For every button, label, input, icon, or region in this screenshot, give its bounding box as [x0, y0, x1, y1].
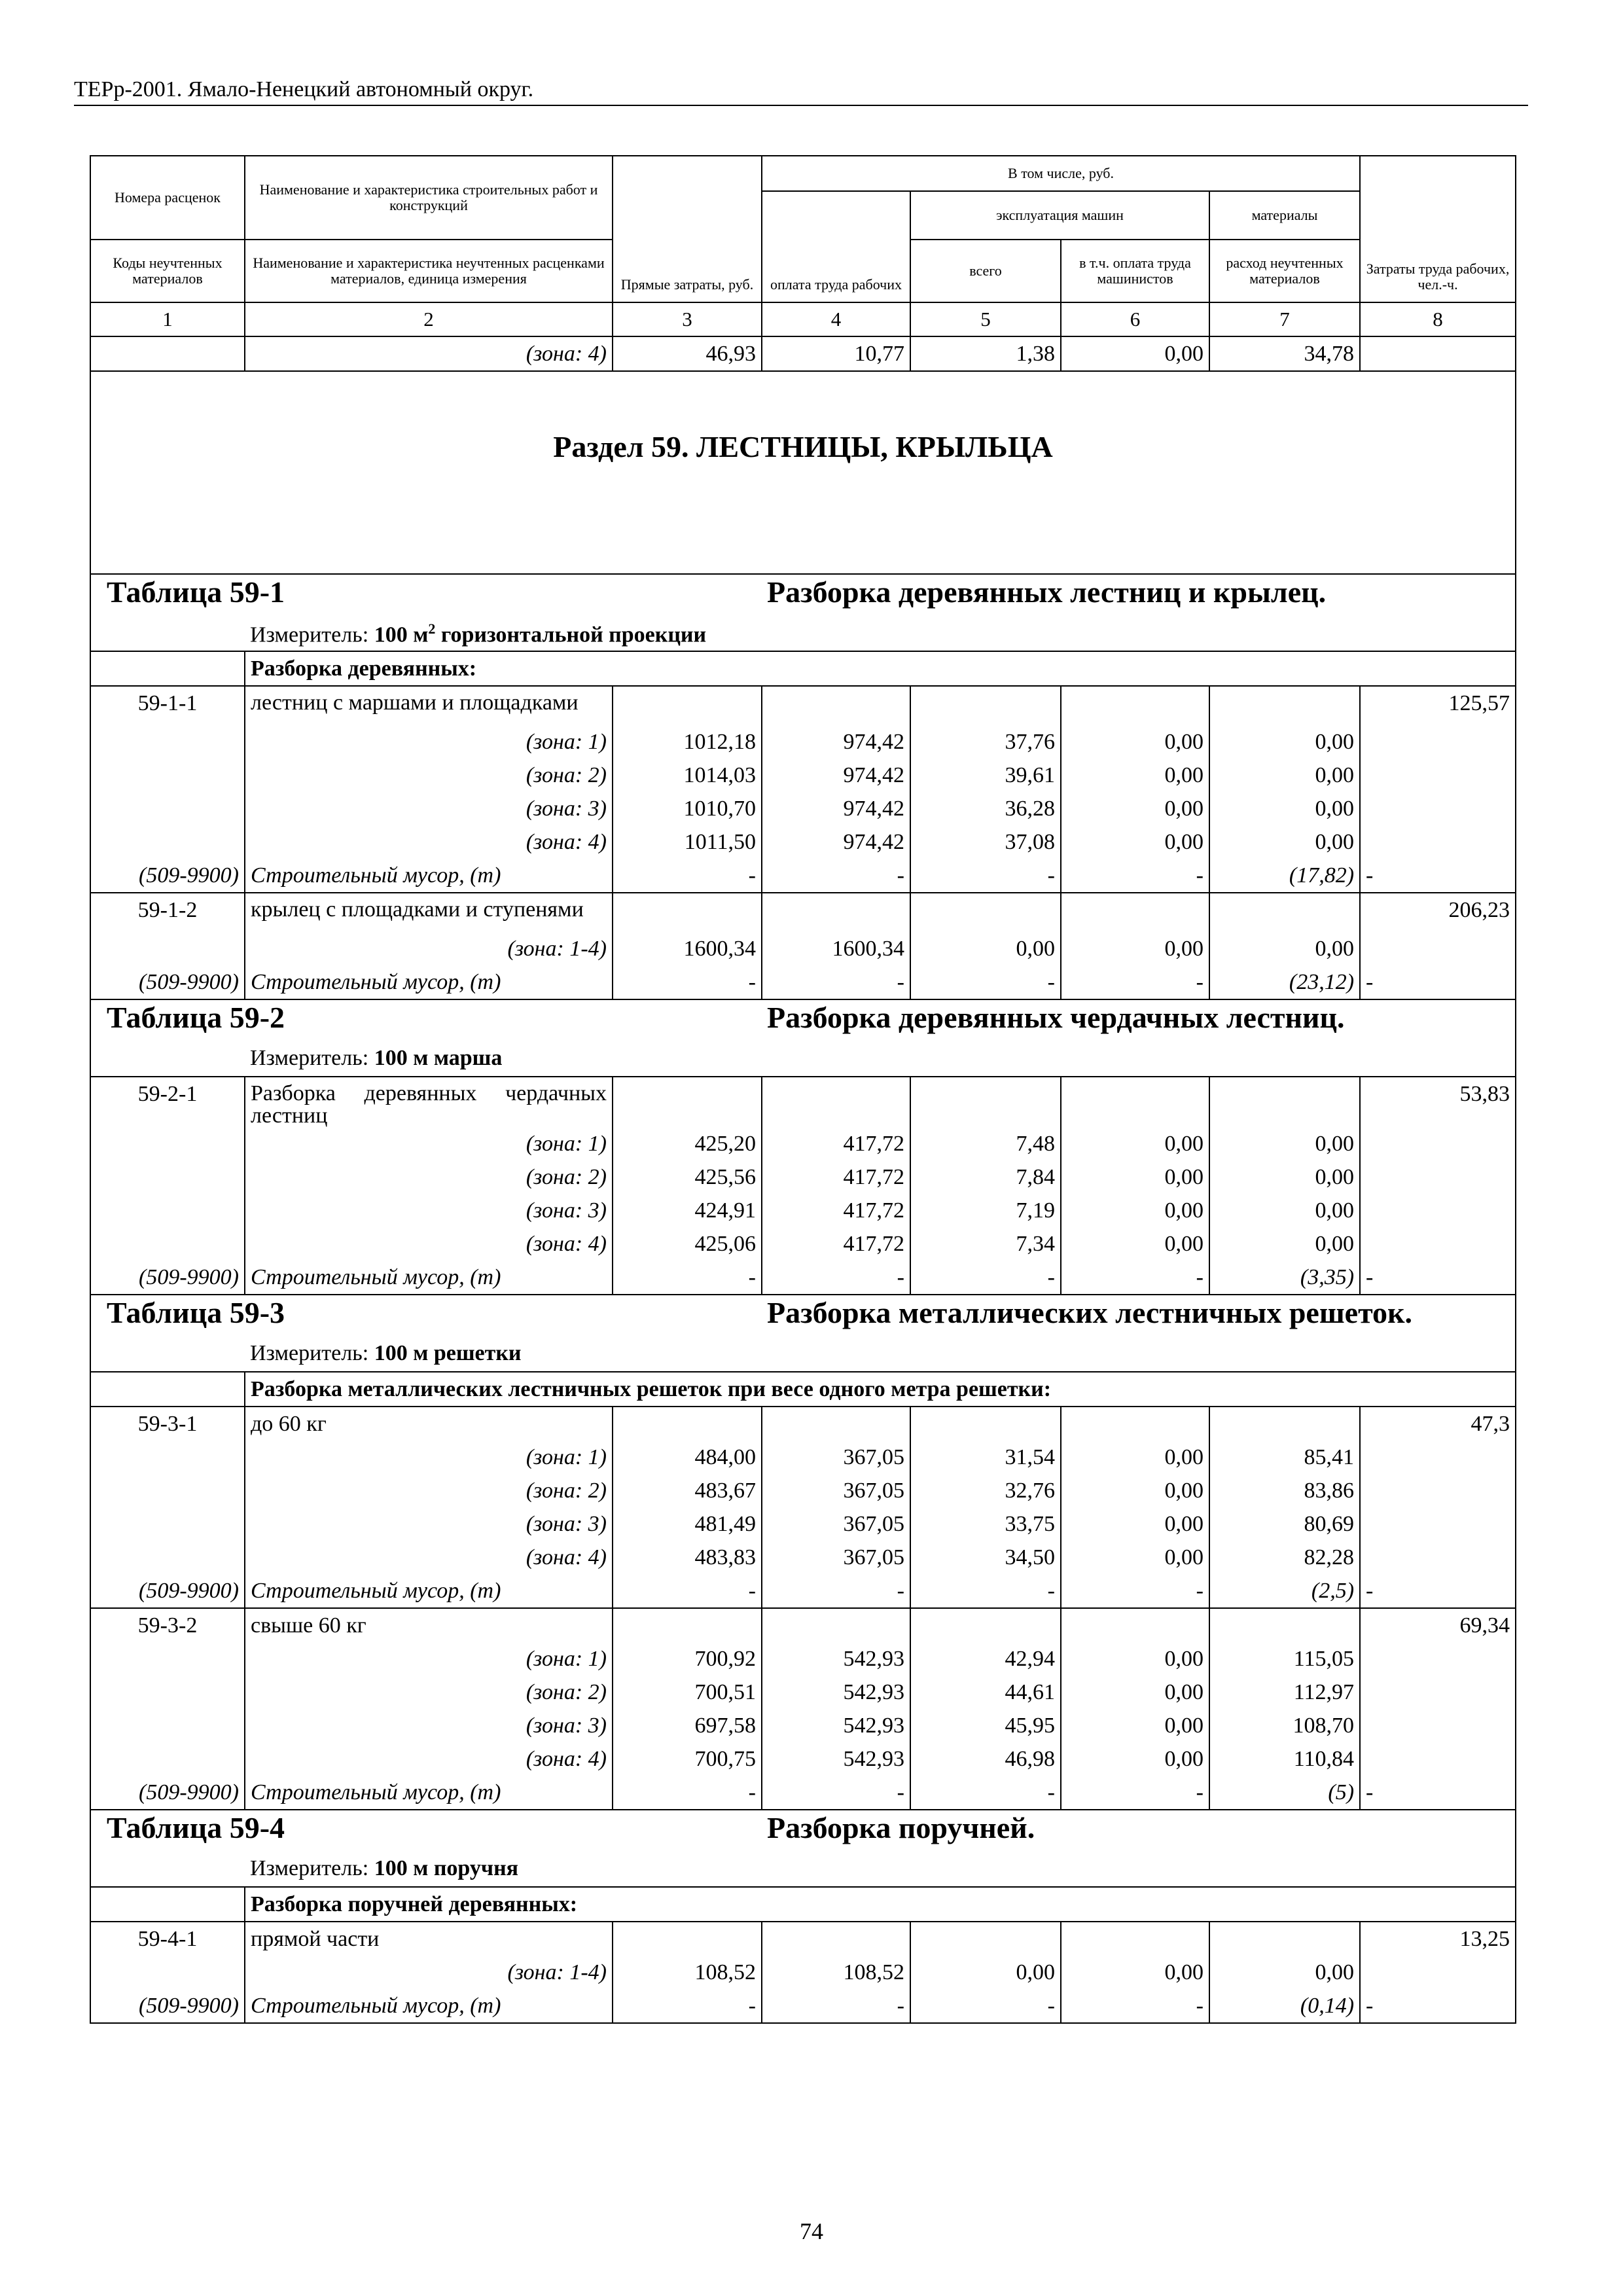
material-code: (509-9900) [90, 965, 245, 999]
materials-cost: 0,00 [1209, 792, 1360, 825]
table-title-row [90, 1810, 1516, 1856]
measure-prefix: Измеритель: [250, 622, 369, 647]
dash: - [613, 1574, 762, 1608]
machinist-pay: 0,00 [1061, 336, 1209, 371]
labor-pay: 974,42 [762, 825, 910, 859]
machinist-pay: 0,00 [1061, 1194, 1209, 1227]
col4-header: оплата труда рабочих [762, 191, 910, 302]
zone-label: (зона: 1) [245, 1127, 613, 1160]
document-header: ТЕРр-2001. Ямало-Ненецкий автономный округ. [74, 77, 534, 101]
dash: - [762, 965, 910, 999]
table-title: Разборка деревянных чердачных лестниц. [762, 999, 1516, 1046]
materials-cost: 0,00 [1209, 1194, 1360, 1227]
carry-over-row [90, 336, 1516, 371]
labor-pay: 542,93 [762, 1642, 910, 1676]
col2-bottom-header: Наименование и характеристика неучтенных расценками материалов, единица измерения [245, 240, 613, 302]
rate-code: 59-1-1 [90, 686, 245, 725]
waste-row [90, 1776, 1516, 1810]
zone-label: (зона: 3) [245, 1507, 613, 1541]
material-code: (509-9900) [90, 1261, 245, 1295]
col1-top-header: Номера расценок [90, 156, 245, 240]
material-amount: (17,82) [1209, 859, 1360, 893]
labor-pay: 974,42 [762, 759, 910, 792]
material-name: Строительный мусор, (т) [245, 1776, 613, 1810]
dash: - [910, 965, 1061, 999]
direct-cost: 425,56 [613, 1160, 762, 1194]
direct-cost: 700,51 [613, 1676, 762, 1709]
material-amount: (2,5) [1209, 1574, 1360, 1608]
labor-pay: 10,77 [762, 336, 910, 371]
dash: - [762, 1261, 910, 1295]
col-number: 7 [1209, 302, 1360, 336]
dash: - [613, 1261, 762, 1295]
machines-total: 42,94 [910, 1642, 1061, 1676]
machines-total: 34,50 [910, 1541, 1061, 1574]
col7-header: расход неучтенных материалов [1209, 240, 1360, 302]
direct-cost: 1600,34 [613, 932, 762, 965]
machinist-pay: 0,00 [1061, 1507, 1209, 1541]
zone-label: (зона: 3) [245, 1194, 613, 1227]
dash: - [762, 1989, 910, 2023]
rate-row [90, 686, 1516, 725]
direct-cost: 1012,18 [613, 725, 762, 759]
material-code: (509-9900) [90, 1989, 245, 2023]
col-number: 3 [613, 302, 762, 336]
zone-row [90, 725, 1516, 759]
direct-cost: 483,67 [613, 1474, 762, 1507]
col-number: 1 [90, 302, 245, 336]
direct-cost: 1011,50 [613, 825, 762, 859]
dash: - [1061, 1989, 1209, 2023]
measure-row [90, 620, 1516, 651]
labor-pay: 367,05 [762, 1541, 910, 1574]
machines-total: 45,95 [910, 1709, 1061, 1742]
zone-label: (зона: 3) [245, 1709, 613, 1742]
measure-row [90, 1046, 1516, 1077]
col-number: 5 [910, 302, 1061, 336]
including-header: В том числе, руб. [762, 156, 1360, 191]
group-title: Разборка деревянных: [245, 651, 1516, 686]
machines-total: 36,28 [910, 792, 1061, 825]
table-label: Таблица 59-4 [90, 1810, 762, 1856]
dash: - [1360, 1989, 1516, 2023]
measure-value: 100 м поручня [374, 1856, 519, 1880]
zone-label: (зона: 3) [245, 792, 613, 825]
machines-total: 1,38 [910, 336, 1061, 371]
rate-code: 59-4-1 [90, 1922, 245, 1956]
rate-code: 59-3-1 [90, 1407, 245, 1441]
labor-pay: 542,93 [762, 1709, 910, 1742]
labor-pay: 974,42 [762, 792, 910, 825]
labor-hours: 13,25 [1360, 1922, 1516, 1956]
dash: - [1061, 1574, 1209, 1608]
dash: - [762, 1776, 910, 1810]
dash: - [910, 859, 1061, 893]
material-amount: (5) [1209, 1776, 1360, 1810]
waste-row [90, 965, 1516, 999]
header-rule [74, 105, 1528, 106]
table-title-row [90, 999, 1516, 1046]
material-name: Строительный мусор, (т) [245, 1574, 613, 1608]
group-row [90, 1372, 1516, 1407]
group-title: Разборка поручней деревянных: [245, 1887, 1516, 1922]
rate-name: крылец с площадками и ступенями [245, 893, 613, 932]
dash: - [613, 1776, 762, 1810]
direct-cost: 1014,03 [613, 759, 762, 792]
measure-sup: 2 [428, 620, 436, 637]
zone-row [90, 1160, 1516, 1194]
rate-row [90, 1077, 1516, 1127]
materials-cost: 85,41 [1209, 1441, 1360, 1474]
zone-row [90, 1507, 1516, 1541]
material-amount: (0,14) [1209, 1989, 1360, 2023]
machinist-pay: 0,00 [1061, 1642, 1209, 1676]
zone-row [90, 1642, 1516, 1676]
zone-row [90, 932, 1516, 965]
direct-cost: 1010,70 [613, 792, 762, 825]
zone-label: (зона: 4) [245, 1227, 613, 1261]
zone-label: (зона: 1-4) [245, 1956, 613, 1989]
materials-cost: 34,78 [1209, 336, 1360, 371]
dash: - [762, 859, 910, 893]
rate-row [90, 1922, 1516, 1956]
zone-label: (зона: 4) [245, 1541, 613, 1574]
zone-label: (зона: 2) [245, 1474, 613, 1507]
zone-row [90, 1742, 1516, 1776]
col5-header: всего [910, 240, 1061, 302]
dash: - [613, 1989, 762, 2023]
machines-header: эксплуатация машин [910, 191, 1209, 240]
labor-pay: 974,42 [762, 725, 910, 759]
measure-cell [245, 1046, 1516, 1077]
direct-cost: 700,92 [613, 1642, 762, 1676]
material-code: (509-9900) [90, 1776, 245, 1810]
col-number: 6 [1061, 302, 1209, 336]
material-code: (509-9900) [90, 1574, 245, 1608]
zone-row [90, 825, 1516, 859]
direct-cost: 700,75 [613, 1742, 762, 1776]
materials-cost: 108,70 [1209, 1709, 1360, 1742]
group-row [90, 651, 1516, 686]
material-name: Строительный мусор, (т) [245, 1261, 613, 1295]
materials-cost: 0,00 [1209, 725, 1360, 759]
direct-cost: 425,06 [613, 1227, 762, 1261]
measure-cell [245, 1856, 1516, 1887]
rate-name: прямой части [245, 1922, 613, 1956]
dash: - [1360, 965, 1516, 999]
rate-code: 59-3-2 [90, 1608, 245, 1642]
table-title: Разборка металлических лестничных решеток. [762, 1295, 1516, 1341]
group-row [90, 1887, 1516, 1922]
direct-cost: 484,00 [613, 1441, 762, 1474]
materials-cost: 82,28 [1209, 1541, 1360, 1574]
dash: - [1360, 1776, 1516, 1810]
col3-header: Прямые затраты, руб. [613, 156, 762, 302]
col6-header: в т.ч. оплата труда машинистов [1061, 240, 1209, 302]
group-title: Разборка металлических лестничных решеток при весе одного метра решетки: [245, 1372, 1516, 1407]
dash: - [1061, 1261, 1209, 1295]
rate-name: свыше 60 кг [245, 1608, 613, 1642]
materials-cost: 80,69 [1209, 1507, 1360, 1541]
table-title: Разборка деревянных лестниц и крылец. [762, 574, 1516, 620]
dash: - [910, 1574, 1061, 1608]
table-label: Таблица 59-3 [90, 1295, 762, 1341]
dash: - [1061, 859, 1209, 893]
zone-row [90, 1676, 1516, 1709]
labor-pay: 417,72 [762, 1227, 910, 1261]
zone-row [90, 1541, 1516, 1574]
zone-row [90, 1474, 1516, 1507]
rate-row [90, 1407, 1516, 1441]
materials-cost: 115,05 [1209, 1642, 1360, 1676]
zone-label: (зона: 2) [245, 759, 613, 792]
labor-pay: 108,52 [762, 1956, 910, 1989]
zone-row [90, 1127, 1516, 1160]
material-name: Строительный мусор, (т) [245, 965, 613, 999]
measure-row [90, 1341, 1516, 1372]
machinist-pay: 0,00 [1061, 1127, 1209, 1160]
zone-label: (зона: 1) [245, 725, 613, 759]
measure-value: 100 м марша [374, 1046, 503, 1070]
labor-pay: 367,05 [762, 1441, 910, 1474]
rate-row [90, 893, 1516, 932]
labor-pay: 542,93 [762, 1676, 910, 1709]
labor-hours: 206,23 [1360, 893, 1516, 932]
machines-total: 46,98 [910, 1742, 1061, 1776]
machinist-pay: 0,00 [1061, 1956, 1209, 1989]
zone-row [90, 1956, 1516, 1989]
dash: - [910, 1776, 1061, 1810]
machinist-pay: 0,00 [1061, 1742, 1209, 1776]
measure-prefix: Измеритель: [250, 1856, 369, 1880]
measure-cell [245, 1341, 1516, 1372]
materials-cost: 0,00 [1209, 1227, 1360, 1261]
zone-label: (зона: 4) [245, 1742, 613, 1776]
dash: - [762, 1574, 910, 1608]
machinist-pay: 0,00 [1061, 792, 1209, 825]
machinist-pay: 0,00 [1061, 1676, 1209, 1709]
direct-cost: 108,52 [613, 1956, 762, 1989]
labor-pay: 367,05 [762, 1474, 910, 1507]
machinist-pay: 0,00 [1061, 825, 1209, 859]
direct-cost: 483,83 [613, 1541, 762, 1574]
machinist-pay: 0,00 [1061, 1227, 1209, 1261]
dash: - [613, 965, 762, 999]
machinist-pay: 0,00 [1061, 1441, 1209, 1474]
waste-row [90, 1989, 1516, 2023]
machines-total: 33,75 [910, 1507, 1061, 1541]
zone-row [90, 1194, 1516, 1227]
measure-cell [245, 620, 1516, 651]
rate-row [90, 1608, 1516, 1642]
direct-cost: 46,93 [613, 336, 762, 371]
materials-header: материалы [1209, 191, 1360, 240]
zone-row [90, 759, 1516, 792]
machinist-pay: 0,00 [1061, 725, 1209, 759]
table-title-row [90, 1295, 1516, 1341]
dash: - [1061, 965, 1209, 999]
labor-hours: 125,57 [1360, 686, 1516, 725]
machines-total: 31,54 [910, 1441, 1061, 1474]
machines-total: 7,48 [910, 1127, 1061, 1160]
waste-row [90, 1574, 1516, 1608]
zone-label: (зона: 2) [245, 1676, 613, 1709]
labor-pay: 367,05 [762, 1507, 910, 1541]
dash: - [910, 1989, 1061, 2023]
dash: - [613, 859, 762, 893]
materials-cost: 0,00 [1209, 759, 1360, 792]
machines-total: 7,19 [910, 1194, 1061, 1227]
measure-row [90, 1856, 1516, 1887]
material-amount: (3,35) [1209, 1261, 1360, 1295]
machines-total: 37,08 [910, 825, 1061, 859]
waste-row [90, 859, 1516, 893]
machinist-pay: 0,00 [1061, 1474, 1209, 1507]
direct-cost: 481,49 [613, 1507, 762, 1541]
labor-pay: 417,72 [762, 1127, 910, 1160]
table-title: Разборка поручней. [762, 1810, 1516, 1856]
machines-total: 44,61 [910, 1676, 1061, 1709]
rate-code: 59-1-2 [90, 893, 245, 932]
measure-prefix: Измеритель: [250, 1341, 369, 1365]
direct-cost: 425,20 [613, 1127, 762, 1160]
table-label: Таблица 59-1 [90, 574, 762, 620]
col-number: 8 [1360, 302, 1516, 336]
machines-total: 0,00 [910, 932, 1061, 965]
zone-label: (зона: 1-4) [245, 932, 613, 965]
zone-label: (зона: 4) [245, 336, 613, 371]
machinist-pay: 0,00 [1061, 759, 1209, 792]
section-title: Раздел 59. ЛЕСТНИЦЫ, КРЫЛЬЦА [90, 371, 1516, 574]
page-number: 74 [800, 2218, 823, 2244]
materials-cost: 0,00 [1209, 1127, 1360, 1160]
direct-cost: 697,58 [613, 1709, 762, 1742]
machines-total: 7,34 [910, 1227, 1061, 1261]
zone-row [90, 1227, 1516, 1261]
labor-pay: 417,72 [762, 1160, 910, 1194]
dash: - [910, 1261, 1061, 1295]
table-label: Таблица 59-2 [90, 999, 762, 1046]
col8-header: Затраты труда рабочих, чел.-ч. [1360, 156, 1516, 302]
materials-cost: 0,00 [1209, 1160, 1360, 1194]
machinist-pay: 0,00 [1061, 1709, 1209, 1742]
direct-cost: 424,91 [613, 1194, 762, 1227]
labor-pay: 1600,34 [762, 932, 910, 965]
materials-cost: 0,00 [1209, 825, 1360, 859]
labor-pay: 542,93 [762, 1742, 910, 1776]
rate-name: до 60 кг [245, 1407, 613, 1441]
machinist-pay: 0,00 [1061, 1541, 1209, 1574]
labor-hours: 69,34 [1360, 1608, 1516, 1642]
measure-value: 100 м решетки [374, 1341, 522, 1365]
materials-cost: 110,84 [1209, 1742, 1360, 1776]
labor-hours: 47,3 [1360, 1407, 1516, 1441]
machinist-pay: 0,00 [1061, 1160, 1209, 1194]
zone-row [90, 1441, 1516, 1474]
material-code: (509-9900) [90, 859, 245, 893]
machinist-pay: 0,00 [1061, 932, 1209, 965]
zone-label: (зона: 4) [245, 825, 613, 859]
labor-hours: 53,83 [1360, 1077, 1516, 1127]
machines-total: 32,76 [910, 1474, 1061, 1507]
materials-cost: 112,97 [1209, 1676, 1360, 1709]
materials-cost: 83,86 [1209, 1474, 1360, 1507]
materials-cost: 0,00 [1209, 932, 1360, 965]
col-number: 4 [762, 302, 910, 336]
material-amount: (23,12) [1209, 965, 1360, 999]
measure-value: 100 м [374, 622, 429, 647]
dash: - [1360, 859, 1516, 893]
col2-top-header: Наименование и характеристика строительных работ и конструкций [245, 156, 613, 240]
waste-row [90, 1261, 1516, 1295]
rate-code: 59-2-1 [90, 1077, 245, 1127]
materials-cost: 0,00 [1209, 1956, 1360, 1989]
zone-label: (зона: 2) [245, 1160, 613, 1194]
machines-total: 7,84 [910, 1160, 1061, 1194]
col1-bottom-header: Коды неучтенных материалов [90, 240, 245, 302]
rate-name: Разборка деревянных чердачных лестниц [245, 1077, 613, 1127]
zone-label: (зона: 1) [245, 1441, 613, 1474]
measure-prefix: Измеритель: [250, 1046, 369, 1070]
zone-label: (зона: 1) [245, 1642, 613, 1676]
measure-value-rest: горизонтальной проекции [435, 622, 707, 647]
zone-row [90, 1709, 1516, 1742]
material-name: Строительный мусор, (т) [245, 1989, 613, 2023]
dash: - [1061, 1776, 1209, 1810]
dash: - [1360, 1574, 1516, 1608]
table-title-row [90, 574, 1516, 620]
machines-total: 0,00 [910, 1956, 1061, 1989]
machines-total: 39,61 [910, 759, 1061, 792]
material-name: Строительный мусор, (т) [245, 859, 613, 893]
dash: - [1360, 1261, 1516, 1295]
machines-total: 37,76 [910, 725, 1061, 759]
labor-pay: 417,72 [762, 1194, 910, 1227]
rates-table [90, 155, 1516, 2024]
zone-row [90, 792, 1516, 825]
rate-name: лестниц с маршами и площадками [245, 686, 613, 725]
col-number: 2 [245, 302, 613, 336]
